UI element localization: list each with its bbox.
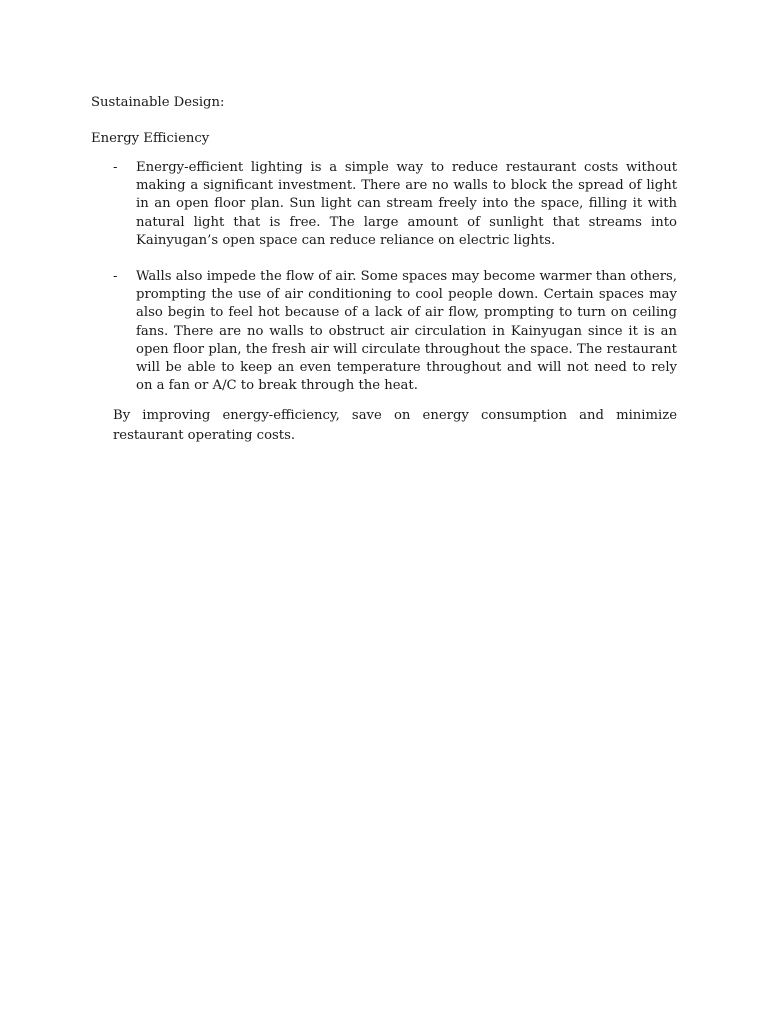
document-title: Sustainable Design:: [91, 95, 225, 110]
bullet-marker: -: [113, 160, 118, 175]
bullet-text: Walls also impede the flow of air. Some spaces may become warmer than others, prompting the use of air conditioning to cool people down. Certain spaces may also begin to feel hot because of a lack of air flow, prompting to turn on ceiling fans. There are no walls to obstruct air circulation in Kainyugan since it is an open floor plan, the fresh air will circulate throughout the space. The restaurant will be able to keep an even temperature throughout and will not need to rely on a fan or A/C to break through the heat.: [136, 269, 677, 394]
bullet-marker: -: [113, 269, 118, 284]
closing-paragraph: By improving energy-efficiency, save on energy consumption and minimize restaurant operating costs.: [113, 408, 677, 443]
section-heading: Energy Efficiency: [91, 131, 210, 146]
bullet-text: Energy-efficient lighting is a simple way to reduce restaurant costs without making a significant investment. There are no walls to block the spread of light in an open floor plan. Sun light can stream freely into the space, filling it with natural light that is free. The large amount of sunlight that streams into Kainyugan’s open space can reduce reliance on electric lights.: [136, 160, 677, 248]
